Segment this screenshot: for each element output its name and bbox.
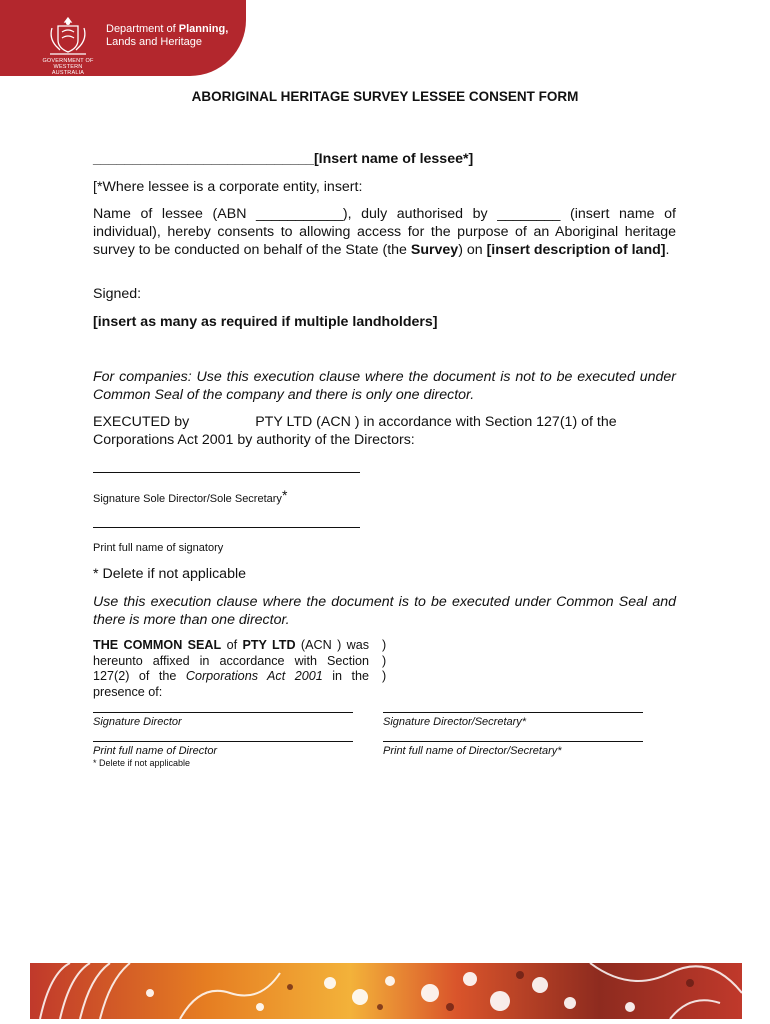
director-print-line[interactable] xyxy=(93,741,353,742)
seal-text-2: (ACN ) was hereunto affixed in accordance with Section 127(2) of the xyxy=(93,638,369,683)
crest-caption: GOVERNMENT OF WESTERN AUSTRALIA xyxy=(42,58,94,76)
dept-line1-prefix: Department of xyxy=(106,23,179,35)
bracket-2: ) xyxy=(382,653,387,668)
director-secretary-signature-label: Signature Director/Secretary* xyxy=(383,716,527,728)
document-title: ABORIGINAL HERITAGE SURVEY LESSEE CONSENT FORM xyxy=(191,89,579,104)
corporate-note: [*Where lessee is a corporate entity, insert: xyxy=(93,179,363,195)
seal-text-3: in the presence of: xyxy=(93,669,370,699)
director-signature-line[interactable] xyxy=(93,712,353,713)
sole-director-signature-label xyxy=(93,488,287,506)
lessee-name-field xyxy=(93,150,676,168)
multiple-landholders-note: [insert as many as required if multiple landholders] xyxy=(93,314,438,330)
dept-line2: Lands and Heritage xyxy=(106,36,203,48)
signed-label: Signed: xyxy=(93,286,142,302)
seal-clause: Use this execution clause where the document is to be executed under Common Seal and there is more than one director. xyxy=(93,594,676,628)
bracket-1: ) xyxy=(382,638,387,652)
sig-sole-text: Signature Sole Director/Sole Secretary xyxy=(93,493,282,505)
director-signature-label: Signature Director xyxy=(93,716,182,728)
department-logo-banner xyxy=(0,0,246,76)
print-name-label: Print full name of signatory xyxy=(93,542,224,554)
director-secretary-print-label: Print full name of Director/Secretary* xyxy=(383,745,562,757)
sole-director-signature-line[interactable] xyxy=(93,472,360,473)
consent-survey-term: Survey xyxy=(410,242,459,258)
seal-bold-2: PTY LTD xyxy=(242,638,296,652)
consent-text-end: . xyxy=(665,242,670,258)
director-secretary-signature-line[interactable] xyxy=(383,712,643,713)
common-seal-paragraph xyxy=(93,638,369,700)
executed-by: EXECUTED by xyxy=(93,414,190,430)
seal-act-italic: Corporations Act 2001 xyxy=(185,669,323,683)
consent-land-placeholder: [insert description of land] xyxy=(486,242,666,258)
consent-text-2: ) on xyxy=(458,242,487,258)
seal-brackets xyxy=(382,638,386,685)
department-name xyxy=(106,23,228,49)
bracket-3: ) xyxy=(382,669,387,683)
wa-crest-icon xyxy=(46,14,90,60)
seal-bold-1: THE COMMON SEAL xyxy=(93,638,222,652)
executed-rest: PTY LTD (ACN ) in accordance with Section 127(1) of the Corporations Act 2001 by authority of the Directors: xyxy=(93,414,617,448)
companies-clause: For companies: Use this execution clause where the document is not to be executed under Common Seal of the company and there is only one director. xyxy=(93,369,676,403)
print-name-line[interactable] xyxy=(93,527,360,528)
sig-sole-star: * xyxy=(281,487,288,503)
lessee-blank: ____________________________ xyxy=(93,151,314,167)
director-print-label: Print full name of Director xyxy=(93,745,218,757)
consent-text-1: Name of lessee (ABN ___________), duly authorised by ________ (insert name of individual), hereby consents to allowing access for the purpose of an Aboriginal heritage survey to be conducted on behalf of the State (the xyxy=(93,206,676,258)
dept-line1-bold: Planning, xyxy=(178,23,229,35)
aboriginal-art-footer-image xyxy=(30,963,742,1019)
consent-paragraph xyxy=(93,205,676,259)
lessee-label: [Insert name of lessee*] xyxy=(313,151,474,167)
seal-text-1: of xyxy=(221,638,243,652)
director-secretary-print-line[interactable] xyxy=(383,741,643,742)
executed-paragraph xyxy=(93,413,676,449)
small-delete-note: * Delete if not applicable xyxy=(93,758,191,768)
delete-note: * Delete if not applicable xyxy=(93,566,247,582)
